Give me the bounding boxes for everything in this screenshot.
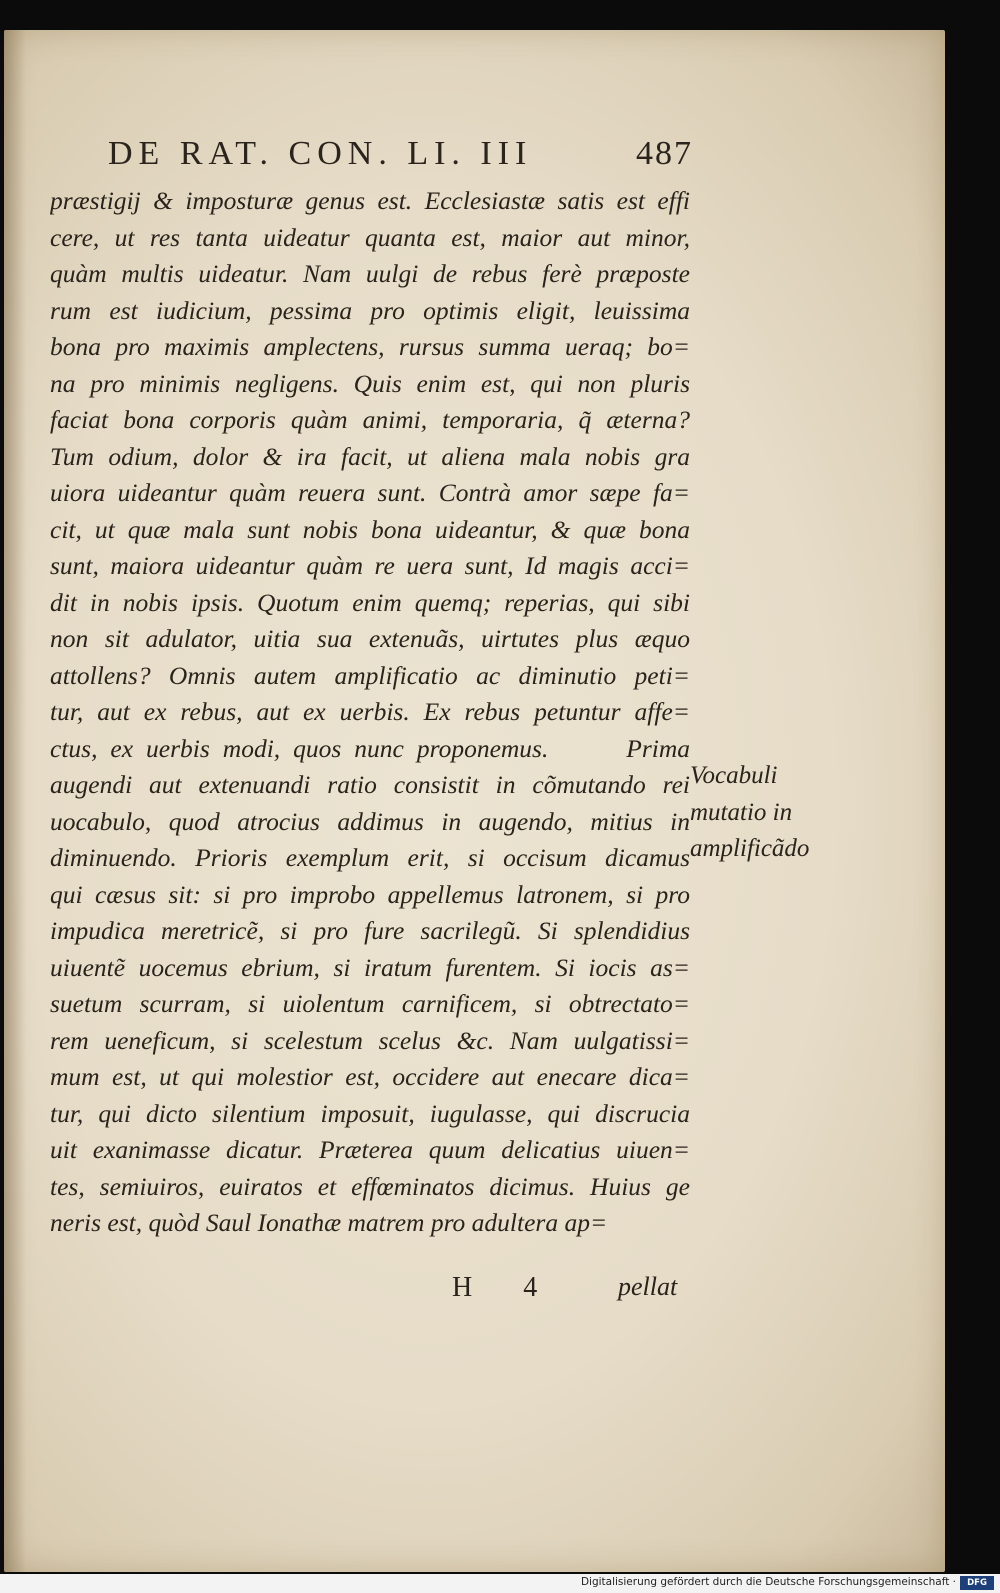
text-line: tur, aut ex rebus, aut ex uerbis. Ex rebus petuntur affe= bbox=[50, 697, 690, 726]
text-line: faciat bona corporis quàm animi, temporaria, q̃ æterna? bbox=[50, 405, 690, 434]
text-line: neris est, quòd Saul Ionathæ matrem pro adultera ap= bbox=[50, 1208, 608, 1237]
text-line: præstigij & imposturæ genus est. Ecclesiastæ satis est effi bbox=[50, 186, 690, 215]
text-line: cit, ut quæ mala sunt nobis bona uideantur, & quæ bona bbox=[50, 514, 690, 544]
text-line: suetum scurram, si uiolentum carnificem, si obtrectato= bbox=[50, 989, 690, 1018]
footer-credit: Digitalisierung gefördert durch die Deutsche Forschungsgemeinschaft · bbox=[580, 1576, 956, 1588]
text-line: attollens? Omnis autem amplificatio ac diminutio peti= bbox=[50, 660, 690, 690]
text-line: tur, qui dicto silentium imposuit, iugulasse, qui discrucia bbox=[50, 1098, 690, 1128]
running-head bbox=[108, 135, 693, 173]
text-line: non sit adulator, uitia sua extenuãs, uirtutes plus æquo bbox=[50, 624, 690, 653]
marginal-note bbox=[690, 758, 930, 868]
marginal-note-line: mutatio in bbox=[690, 798, 793, 826]
marginal-note-line: amplificãdo bbox=[690, 835, 810, 862]
text-line: bona pro maximis amplectens, rursus summa ueraq; bo= bbox=[50, 332, 690, 361]
text-line: tes, semiuiros, euiratos et effœminatos dicimus. Huius ge bbox=[50, 1171, 690, 1201]
text-line: sunt, maiora uideantur quàm re uera sunt, Id magis acci= bbox=[50, 551, 690, 580]
text-line: impudica meretricẽ, si pro fure sacrilegũ. Si splendidius bbox=[50, 916, 690, 945]
marginal-note-line: Vocabuli bbox=[690, 762, 778, 789]
text-line: augendi aut extenuandi ratio consistit in cõmutando rei bbox=[50, 770, 690, 799]
signature-mark: H 4 bbox=[452, 1272, 560, 1303]
text-line: rem ueneficum, si scelestum scelus &c. Nam uulgatissi= bbox=[50, 1025, 690, 1055]
text-line: dit in nobis ipsis. Quotum enim quemq; reperias, qui sibi bbox=[50, 587, 690, 617]
text-line: Tum odium, dolor & ira facit, ut aliena mala nobis gra bbox=[50, 441, 690, 471]
body-text bbox=[50, 183, 690, 1242]
text-line: na pro minimis negligens. Quis enim est, qui non pluris bbox=[50, 368, 690, 398]
text-line: diminuendo. Prioris exemplum erit, si occisum dicamus bbox=[50, 843, 690, 872]
text-line: uiuentẽ uocemus ebrium, si iratum furentem. Si iocis as= bbox=[50, 952, 690, 982]
text-line: cere, ut res tanta uideatur quanta est, maior aut minor, bbox=[50, 222, 690, 252]
catchword: pellat bbox=[618, 1272, 678, 1301]
text-line: ctus, ex uerbis modi, quos nunc proponemus. Prima bbox=[50, 733, 690, 763]
text-line: qui cæsus sit: si pro improbo appellemus latronem, si pro bbox=[50, 879, 690, 909]
text-line: uocabulo, quod atrocius addimus in augendo, mitius in bbox=[50, 806, 690, 836]
page-gutter-shadow bbox=[4, 30, 26, 1572]
page-number: 487 bbox=[636, 135, 693, 172]
text-line: quàm multis uideatur. Nam uulgi de rebus ferè præposte bbox=[50, 259, 690, 288]
text-line: rum est iudicium, pessima pro optimis eligit, leuissima bbox=[50, 295, 690, 325]
text-line: uiora uideantur quàm reuera sunt. Contrà amor sæpe fa= bbox=[50, 478, 690, 507]
text-line: uit exanimasse dicatur. Præterea quum delicatius uiuen= bbox=[50, 1135, 690, 1164]
dfg-logo: DFG bbox=[960, 1576, 994, 1590]
running-head-title: DE RAT. CON. LI. III bbox=[108, 135, 533, 172]
text-line: mum est, ut qui molestior est, occidere aut enecare dica= bbox=[50, 1062, 690, 1091]
